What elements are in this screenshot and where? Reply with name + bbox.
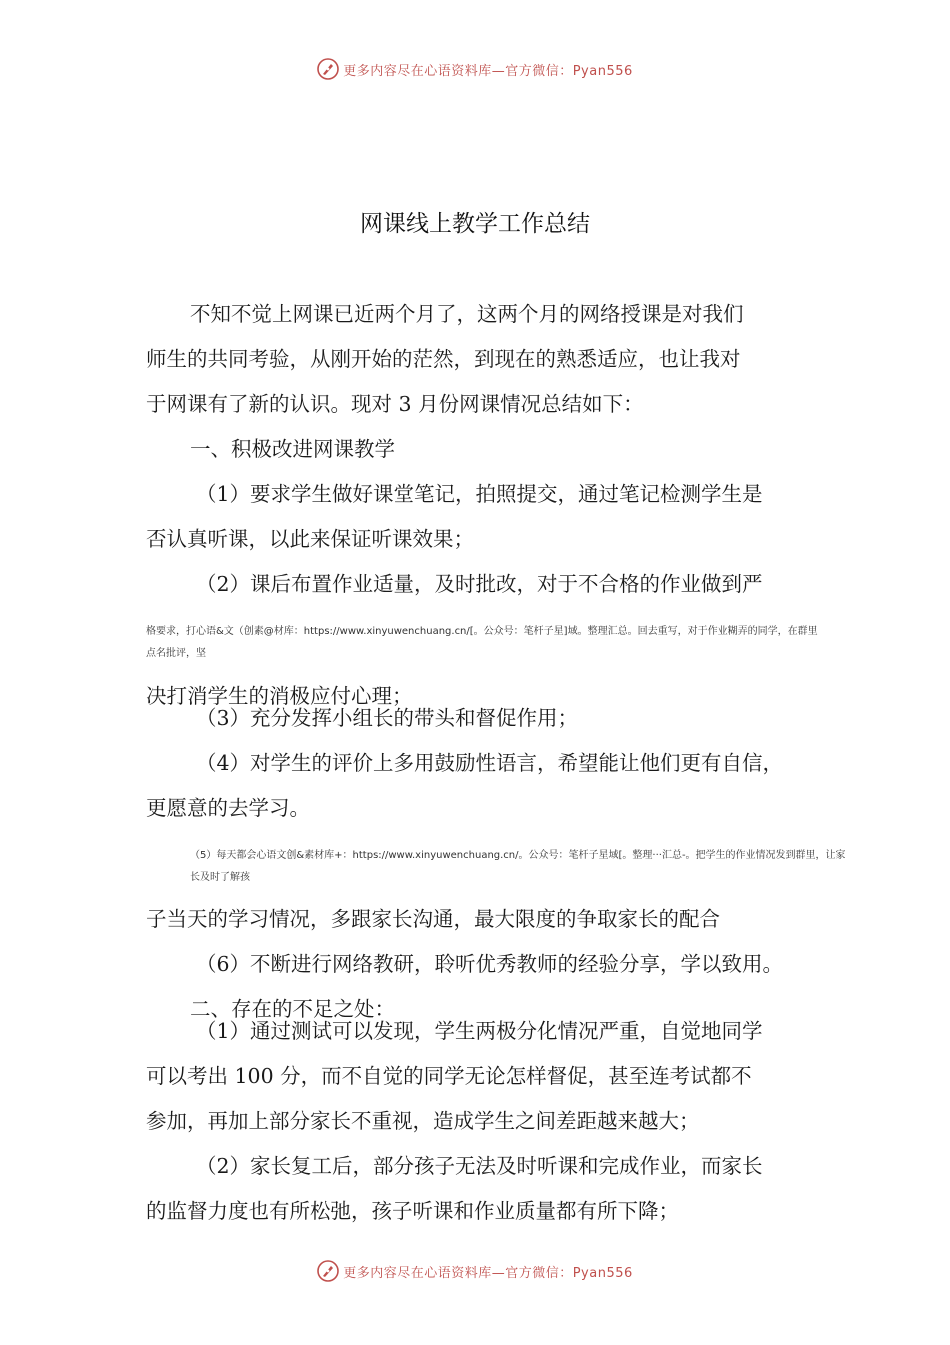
footer-watermark-text: 更多内容尽在心语资料库—官方微信：Pyan556 [343, 1265, 633, 1281]
paragraph-line: 否认真听课，以此来保证听课效果； [146, 527, 474, 551]
footer-watermark-banner [0, 1256, 950, 1286]
paragraph-line: 于网课有了新的认识。现对 3 月份网课情况总结如下： [146, 392, 644, 416]
paragraph-line: 更愿意的去学习。 [146, 796, 310, 820]
paragraph-line: 的监督力度也有所松弛，孩子听课和作业质量都有所下降； [146, 1199, 679, 1223]
paragraph-line: 师生的共同考验，从刚开始的茫然，到现在的熟悉适应，也让我对 [146, 347, 741, 371]
paragraph-line: （2）课后布置作业适量，及时批改，对于不合格的作业做到严 [196, 572, 763, 596]
paragraph-line: 不知不觉上网课已近两个月了，这两个月的网络授课是对我们 [190, 302, 744, 326]
paragraph-line: 决打消学生的消极应付心理； [146, 684, 413, 708]
pen-nib-icon [317, 58, 339, 80]
paragraph-line: （3）充分发挥小组长的带头和督促作用； [196, 706, 579, 730]
paragraph-line: 参加，再加上部分家长不重视，造成学生之间差距越来越大； [146, 1109, 700, 1133]
pen-nib-icon [317, 1260, 339, 1282]
paragraph-line: （1）要求学生做好课堂笔记，拍照提交，通过笔记检测学生是 [196, 482, 763, 506]
small-note-line: 格要求，打心语&文（创素@材库：https://www.xinyuwenchuang.cn/[。公众号：笔杆子星]域。整理汇总。回去重写，对于作业糊弄的同学，在群里 [146, 626, 818, 637]
document-title: 网课线上教学工作总结 [360, 211, 590, 237]
paragraph-line: （6）不断进行网络教研，聆听优秀教师的经验分享，学以致用。 [196, 952, 784, 976]
header-watermark-banner [0, 54, 950, 84]
small-note-line: 点名批评，坚 [146, 648, 206, 659]
paragraph-line: （1）通过测试可以发现，学生两极分化情况严重，自觉地同学 [196, 1019, 763, 1043]
paragraph-line: 可以考出 100 分，而不自觉的同学无论怎样督促，甚至连考试都不 [146, 1064, 752, 1088]
small-note-line: 长及时了解孩 [190, 872, 250, 883]
section-heading: 一、积极改进网课教学 [190, 437, 395, 461]
small-note-line: （5）每天都会心语文创&素材库+：https://www.xinyuwenchuang.cn/。公众号：笔杆子星域[。整理···汇总-。把学生的作业情况发到群里，让家 [190, 850, 846, 861]
paragraph-line: 子当天的学习情况，多跟家长沟通，最大限度的争取家长的配合 [146, 907, 720, 931]
paragraph-line: （2）家长复工后，部分孩子无法及时听课和完成作业，而家长 [196, 1154, 763, 1178]
section-heading: 二、存在的不足之处： [190, 997, 395, 1021]
header-watermark-text: 更多内容尽在心语资料库—官方微信：Pyan556 [343, 63, 633, 79]
paragraph-line: （4）对学生的评价上多用鼓励性语言，希望能让他们更有自信， [196, 751, 784, 775]
